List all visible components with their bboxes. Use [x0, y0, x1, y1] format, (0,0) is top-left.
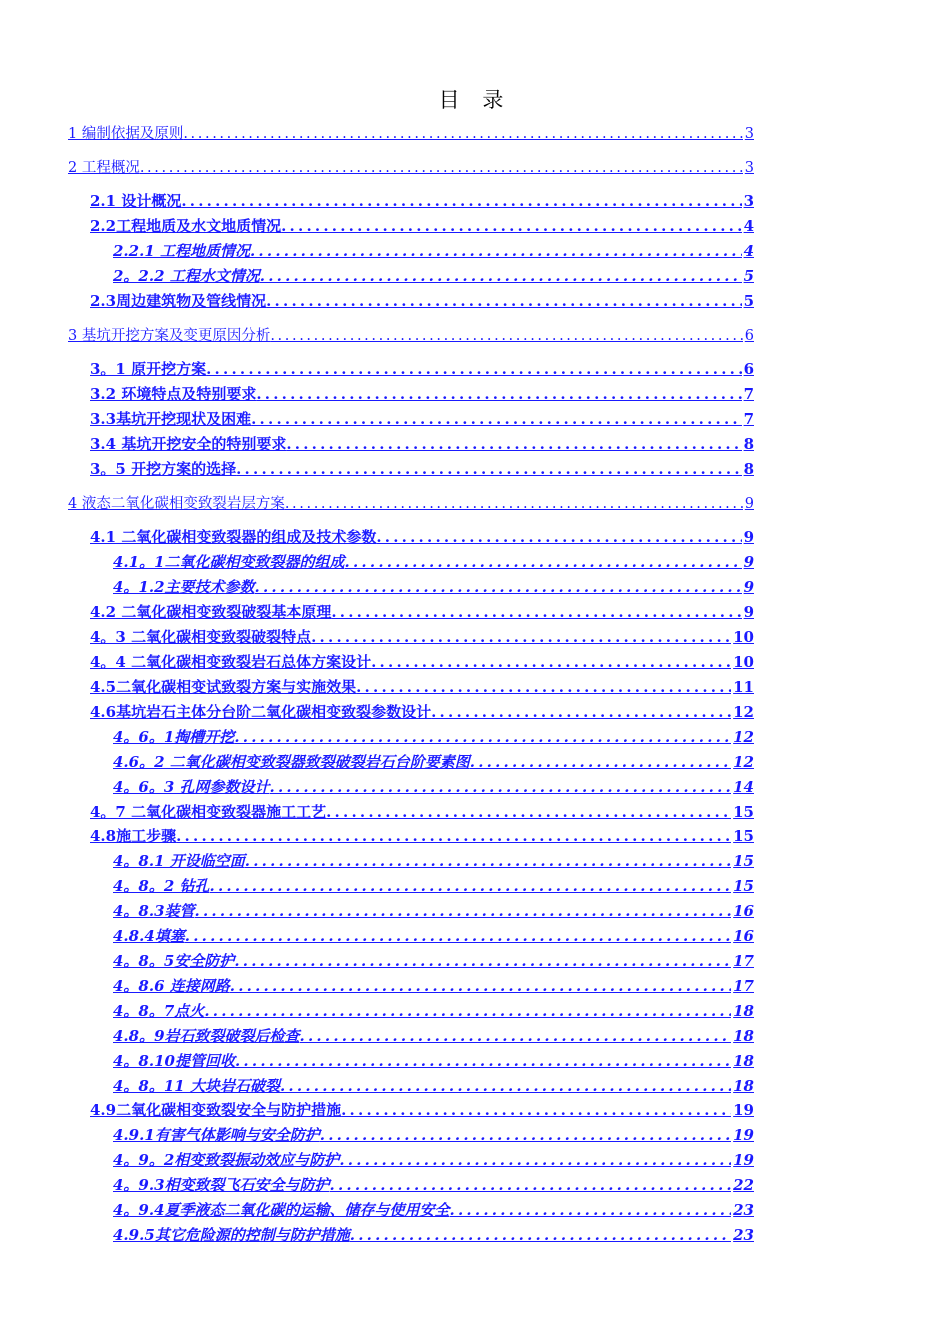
toc-page-number: 18: [733, 1002, 754, 1020]
toc-entry[interactable]: [90, 408, 754, 430]
toc-page-number: 19: [733, 1126, 754, 1144]
toc-leader-dots: [183, 126, 742, 142]
toc-entry[interactable]: [90, 801, 754, 823]
toc-page-number: 17: [733, 977, 754, 995]
toc-entry-title: 3.2 环境特点及特别要求: [90, 385, 257, 403]
toc-page-number: 12: [733, 703, 754, 721]
toc-entry-title: 4。6。3 孔网参数设计: [113, 778, 270, 796]
toc-entry-title: 4.6。2 二氧化碳相变致裂器致裂破裂岩石台阶要素图: [113, 753, 470, 771]
toc-entry-title: 4.5二氧化碳相变试致裂方案与实施效果: [90, 678, 357, 696]
toc-page-number: 17: [733, 952, 754, 970]
toc-entry-title: 2.3周边建筑物及管线情况: [90, 292, 267, 310]
toc-entry-title: 4 液态二氧化碳相变致裂岩层方案: [68, 496, 285, 512]
toc-entry-title: 2.2.1 工程地质情况: [113, 242, 250, 260]
toc-entry-title: 4.2 二氧化碳相变致裂破裂基本原理: [90, 603, 332, 621]
toc-entry-title: 4。8。11 大块岩石破裂: [113, 1077, 280, 1095]
toc-entry[interactable]: [113, 975, 754, 997]
toc-leader-dots: [341, 1101, 731, 1119]
toc-leader-dots: [286, 435, 741, 453]
toc-leader-dots: [345, 553, 742, 571]
toc-leader-dots: [326, 803, 731, 821]
toc-leader-dots: [195, 902, 732, 920]
toc-leader-dots: [331, 603, 741, 621]
toc-leader-dots: [320, 1126, 731, 1144]
toc-leader-dots: [204, 1002, 731, 1020]
toc-entry[interactable]: [113, 875, 754, 897]
toc-leader-dots: [270, 778, 732, 796]
toc-entry-title: 4。1.2主要技术参数: [113, 578, 255, 596]
toc-page-number: 12: [733, 728, 754, 746]
toc-page-number: 9: [743, 603, 754, 621]
toc-entry-title: 4。9.3相变致裂飞石安全与防护: [113, 1176, 330, 1194]
toc-entry[interactable]: [113, 776, 754, 798]
toc-entry-title: 4.8.4填塞: [113, 927, 185, 945]
toc-entry[interactable]: [90, 190, 754, 212]
toc-entry-title: 4。8.6 连接网路: [113, 977, 230, 995]
toc-entry[interactable]: [90, 358, 754, 380]
toc-entry-title: 4。3 二氧化碳相变致裂破裂特点: [90, 628, 312, 646]
toc-leader-dots: [260, 267, 742, 285]
toc-leader-dots: [206, 360, 741, 378]
toc-page-number: 4: [743, 242, 754, 260]
toc-leader-dots: [280, 1077, 731, 1095]
toc-entry-title: 2.1 设计概况: [90, 192, 182, 210]
toc-entry-title: 4.8施工步骤: [90, 827, 177, 845]
toc-page-number: 19: [733, 1151, 754, 1169]
toc-entry[interactable]: [90, 651, 754, 673]
toc-entry[interactable]: [113, 1199, 754, 1221]
toc-page-number: 15: [733, 803, 754, 821]
toc-leader-dots: [235, 1052, 731, 1070]
toc-entry[interactable]: [90, 383, 754, 405]
toc-entry[interactable]: [113, 850, 754, 872]
toc-leader-dots: [330, 1176, 732, 1194]
toc-page-number: 18: [733, 1027, 754, 1045]
toc-entry[interactable]: [113, 265, 754, 287]
toc-entry[interactable]: [113, 576, 754, 598]
toc-entry[interactable]: [113, 240, 754, 262]
toc-leader-dots: [376, 528, 741, 546]
toc-leader-dots: [230, 977, 731, 995]
toc-page-number: 11: [733, 678, 754, 696]
toc-entry[interactable]: [113, 1149, 754, 1171]
toc-entry-title: 4。8。7点火: [113, 1002, 205, 1020]
toc-leader-dots: [255, 578, 742, 596]
toc-leader-dots: [234, 952, 731, 970]
toc-page-number: 9: [743, 578, 754, 596]
toc-entry[interactable]: [113, 1000, 754, 1022]
toc-entry-title: 4。7 二氧化碳相变致裂器施工工艺: [90, 803, 327, 821]
toc-entry[interactable]: [90, 825, 754, 847]
toc-leader-dots: [339, 1151, 731, 1169]
toc-leader-dots: [300, 1027, 732, 1045]
toc-entry[interactable]: [113, 1224, 754, 1246]
toc-leader-dots: [266, 292, 741, 310]
toc-entry[interactable]: [90, 215, 754, 237]
toc-entry[interactable]: [68, 122, 754, 144]
toc-leader-dots: [470, 753, 731, 771]
toc-page-number: 16: [733, 927, 754, 945]
toc-entry-title: 4。8.1 开设临空面: [113, 852, 245, 870]
toc-entry-title: 4。8.3装管: [113, 902, 195, 920]
toc-page-number: 8: [743, 435, 754, 453]
toc-entry[interactable]: [113, 751, 754, 773]
toc-entry[interactable]: [113, 1174, 754, 1196]
toc-leader-dots: [236, 460, 741, 478]
toc-entry[interactable]: [113, 551, 754, 573]
toc-page-number: 18: [733, 1052, 754, 1070]
page-title: 目 录: [438, 88, 512, 112]
toc-leader-dots: [140, 160, 743, 176]
toc-page-number: 9: [744, 496, 754, 512]
toc-page-number: 18: [733, 1077, 754, 1095]
toc-entry[interactable]: [90, 601, 754, 623]
toc-leader-dots: [234, 728, 731, 746]
toc-entry-title: 4.9二氧化碳相变致裂安全与防护措施: [90, 1101, 342, 1119]
toc-entry[interactable]: [113, 950, 754, 972]
toc-entry-title: 3 基坑开挖方案及变更原因分析: [68, 328, 271, 344]
toc-leader-dots: [185, 927, 731, 945]
toc-entry[interactable]: [90, 701, 754, 723]
toc-entry[interactable]: [113, 1075, 754, 1097]
toc-page-number: 9: [743, 528, 754, 546]
toc-leader-dots: [210, 877, 732, 895]
toc-entry[interactable]: [90, 458, 754, 480]
toc-page-number: 16: [733, 902, 754, 920]
toc-entry-title: 4.6基坑岩石主体分台阶二氧化碳相变致裂参数设计: [90, 703, 432, 721]
toc-entry[interactable]: [90, 433, 754, 455]
toc-entry-title: 4.1 二氧化碳相变致裂器的组成及技术参数: [90, 528, 377, 546]
toc-entry-title: 4.1。1二氧化碳相变致裂器的组成: [113, 553, 345, 571]
toc-page-number: 12: [733, 753, 754, 771]
toc-page-number: 15: [733, 852, 754, 870]
toc-entry-title: 4.8。9岩石致裂破裂后检查: [113, 1027, 300, 1045]
toc-page-number: 3: [744, 126, 754, 142]
toc-entry[interactable]: [90, 290, 754, 312]
toc-leader-dots: [250, 242, 742, 260]
toc-leader-dots: [270, 328, 742, 344]
toc-page-number: 6: [744, 328, 754, 344]
toc-entry[interactable]: [90, 676, 754, 698]
toc-entry-title: 2。2.2 工程水文情况: [113, 267, 260, 285]
toc-entry-title: 2.2工程地质及水文地质情况: [90, 217, 282, 235]
toc-page-number: 23: [733, 1201, 754, 1219]
toc-leader-dots: [256, 385, 741, 403]
toc-entry-title: 3.3基坑开挖现状及困难: [90, 410, 252, 428]
toc-entry[interactable]: [113, 925, 754, 947]
toc-page-number: 3: [744, 160, 754, 176]
toc-page-number: 7: [743, 385, 754, 403]
toc-entry-title: 4。4 二氧化碳相变致裂岩石总体方案设计: [90, 653, 372, 671]
toc-page-number: 14: [733, 778, 754, 796]
toc-page-number: 8: [743, 460, 754, 478]
toc-page-number: 10: [733, 628, 754, 646]
toc-page-number: 9: [743, 553, 754, 571]
toc-entry[interactable]: [68, 324, 754, 346]
toc-entry[interactable]: [113, 1124, 754, 1146]
toc-page-number: 3: [743, 192, 754, 210]
toc-entry-title: 4。9。2相变致裂振动效应与防护: [113, 1151, 340, 1169]
toc-leader-dots: [251, 410, 741, 428]
toc-entry[interactable]: [113, 726, 754, 748]
toc-entry[interactable]: [113, 900, 754, 922]
toc-entry-title: 4.9.5其它危险源的控制与防护措施: [113, 1226, 350, 1244]
toc-leader-dots: [176, 827, 731, 845]
toc-leader-dots: [371, 653, 731, 671]
toc-entry[interactable]: [113, 1050, 754, 1072]
toc-leader-dots: [450, 1201, 732, 1219]
toc-page-number: 5: [743, 292, 754, 310]
toc-page-number: 10: [733, 653, 754, 671]
toc-entry[interactable]: [68, 492, 754, 514]
toc-leader-dots: [181, 192, 741, 210]
toc-page-number: 4: [743, 217, 754, 235]
toc-page-number: 7: [743, 410, 754, 428]
toc-leader-dots: [281, 217, 741, 235]
toc-leader-dots: [431, 703, 731, 721]
toc-entry[interactable]: [90, 1099, 754, 1121]
toc-entry-title: 4.9.1有害气体影响与安全防护: [113, 1126, 320, 1144]
toc-leader-dots: [245, 852, 731, 870]
toc-page-number: 5: [743, 267, 754, 285]
toc-entry-title: 4。6。1掏槽开挖: [113, 728, 235, 746]
toc-entry-title: 4。8。5安全防护: [113, 952, 235, 970]
toc-leader-dots: [350, 1226, 731, 1244]
toc-leader-dots: [356, 678, 731, 696]
toc-entry[interactable]: [68, 156, 754, 178]
toc-page-number: 15: [733, 877, 754, 895]
toc-entry[interactable]: [90, 526, 754, 548]
toc-leader-dots: [311, 628, 731, 646]
toc-entry-title: 4。8。2 钻孔: [113, 877, 210, 895]
toc-entry-title: 3.4 基坑开挖安全的特别要求: [90, 435, 287, 453]
toc-entry-title: 2 工程概况: [68, 160, 140, 176]
toc-entry[interactable]: [113, 1025, 754, 1047]
toc-entry-title: 4。8.10提管回收: [113, 1052, 235, 1070]
toc-page-number: 22: [733, 1176, 754, 1194]
toc-entry-title: 1 编制依据及原则: [68, 126, 184, 142]
toc-entry-title: 4。9.4夏季液态二氧化碳的运输、储存与使用安全: [113, 1201, 450, 1219]
toc-page-number: 6: [743, 360, 754, 378]
toc-entry[interactable]: [90, 626, 754, 648]
toc-entry-title: 3。1 原开挖方案: [90, 360, 207, 378]
toc-page-number: 19: [733, 1101, 754, 1119]
toc-page-number: 23: [733, 1226, 754, 1244]
toc-entry-title: 3。5 开挖方案的选择: [90, 460, 237, 478]
toc-page-number: 15: [733, 827, 754, 845]
toc-leader-dots: [285, 496, 743, 512]
